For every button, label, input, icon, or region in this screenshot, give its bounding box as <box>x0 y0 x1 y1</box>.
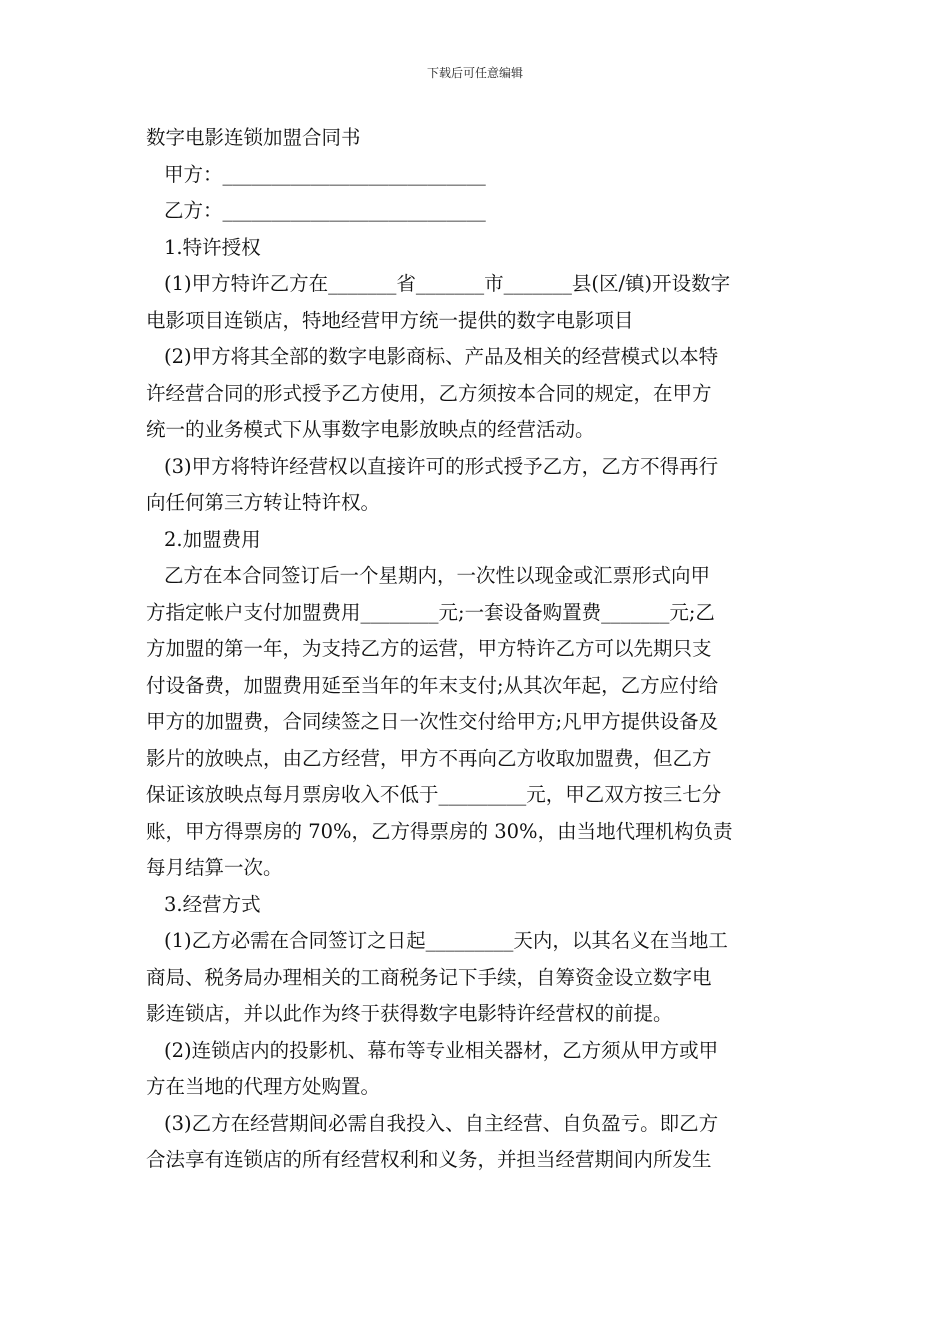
text-line: 许经营合同的形式授予乙方使用，乙方须按本合同的规定，在甲方 <box>146 381 712 405</box>
text-line: 乙方在本合同签订后一个星期内，一次性以现金或汇票形式向甲 <box>164 564 711 587</box>
section-heading: 3.经营方式 <box>164 892 261 916</box>
text-line: 影连锁店，并以此作为终于获得数字电影特许经营权的前提。 <box>146 1002 673 1025</box>
text-line: 影片的放映点，由乙方经营，甲方不再向乙方收取加盟费，但乙方 <box>146 746 712 770</box>
section-heading: 1.特许授权 <box>164 235 261 259</box>
party-b-line: 乙方：___________________________ <box>164 199 486 222</box>
text-line: (1)乙方必需在合同签订之日起_________天内，以其名义在当地工 <box>164 929 728 952</box>
contract-body <box>146 120 806 1179</box>
text-line: 保证该放映点每月票房收入不低于_________元，甲乙双方按三七分 <box>146 783 722 806</box>
text-line: 方指定帐户支付加盟费用________元;一套设备购置费_______元;乙 <box>146 600 715 624</box>
text-line: (3)甲方将特许经营权以直接许可的形式授予乙方，乙方不得再行 <box>164 454 719 478</box>
text-line: 每月结算一次。 <box>146 856 283 879</box>
text-line: 向任何第三方转让特许权。 <box>146 491 381 514</box>
page-header: 下载后可任意编辑 <box>426 66 523 80</box>
text-line: (3)乙方在经营期间必需自我投入、自主经营、自负盈亏。即乙方 <box>164 1111 719 1135</box>
section-heading: 2.加盟费用 <box>164 527 261 551</box>
contract-text <box>146 230 806 1179</box>
text-line: 商局、税务局办理相关的工商税务记下手续，自筹资金设立数字电 <box>146 965 712 989</box>
text-line: 付设备费，加盟费用延至当年的年末支付;从其次年起，乙方应付给 <box>146 673 719 697</box>
party-a-line: 甲方：___________________________ <box>164 162 486 186</box>
text-line: 电影项目连锁店，特地经营甲方统一提供的数字电影项目 <box>146 308 634 332</box>
text-line: (2)甲方将其全部的数字电影商标、产品及相关的经营模式以本特 <box>164 345 719 368</box>
text-line: 统一的业务模式下从事数字电影放映点的经营活动。 <box>146 418 595 441</box>
text-line: (1)甲方特许乙方在_______省_______市_______县(区/镇)开设数字 <box>164 272 731 295</box>
text-line: (2)连锁店内的投影机、幕布等专业相关器材，乙方须从甲方或甲 <box>164 1038 719 1062</box>
text-line: 甲方的加盟费，合同续签之日一次性交付给甲方;凡甲方提供设备及 <box>146 710 719 733</box>
text-line: 方加盟的第一年，为支持乙方的运营，甲方特许乙方可以先期只支 <box>146 637 712 660</box>
text-line: 方在当地的代理方处购置。 <box>146 1075 381 1098</box>
text-line: 合法享有连锁店的所有经营权利和义务，并担当经营期间内所发生 <box>146 1148 712 1171</box>
document-title: 数字电影连锁加盟合同书 <box>146 126 361 149</box>
text-line: 账，甲方得票房的 70%，乙方得票房的 30%，由当地代理机构负责 <box>146 819 733 843</box>
